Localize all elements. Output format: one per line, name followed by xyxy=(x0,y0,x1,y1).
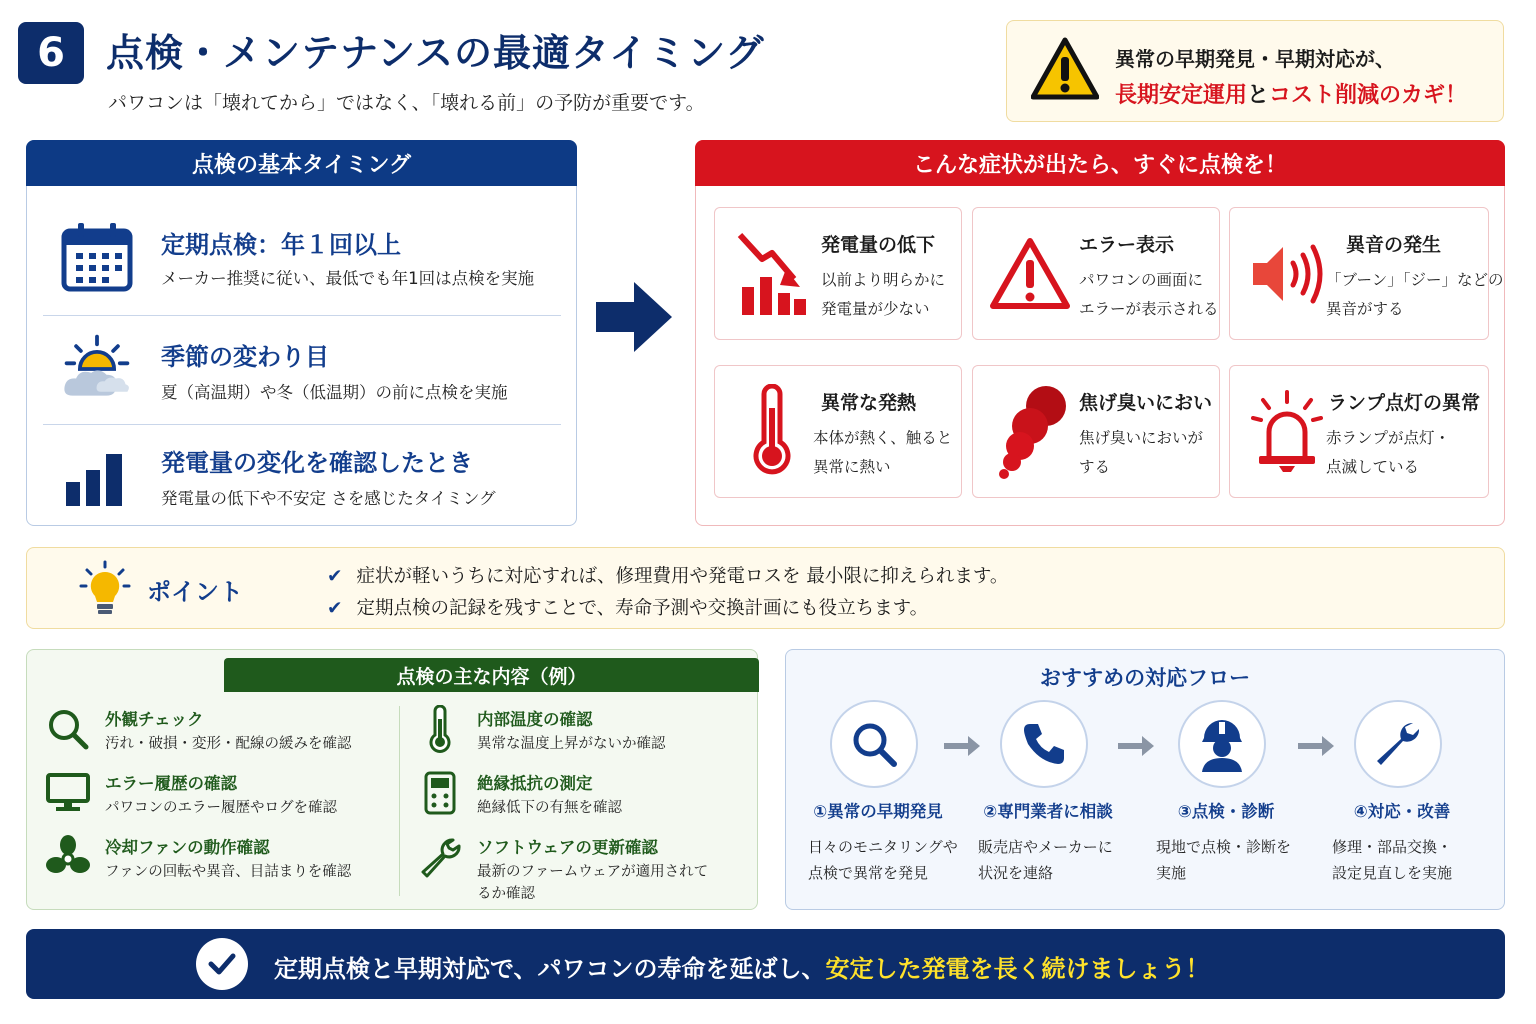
weather-icon xyxy=(59,331,135,407)
symptom-desc-line: 本体が熱く、触ると xyxy=(813,429,953,447)
arrow-right-icon xyxy=(1296,734,1336,758)
alert-highlight-1: 長期安定運用 xyxy=(1115,83,1248,108)
timing-item-desc: メーカー推奨に従い、最低でも年1回は点検を実施 xyxy=(161,269,535,288)
content-item-desc-line: 最新のファームウェアが適用されて xyxy=(477,864,709,880)
flow-heading: おすすめの対応フロー xyxy=(1039,666,1251,690)
flow-panel xyxy=(785,649,1505,910)
speaker-icon xyxy=(1244,226,1330,322)
meter-icon xyxy=(417,770,463,816)
content-item xyxy=(417,834,757,902)
symptom-desc-line: 赤ランプが点灯・ xyxy=(1326,429,1451,447)
content-item-desc xyxy=(477,861,708,905)
declining-chart-icon xyxy=(729,226,815,322)
arrow-right-icon xyxy=(594,280,674,354)
point-item xyxy=(327,594,928,620)
arrow-right-icon xyxy=(1116,734,1156,758)
flow-step-desc xyxy=(808,834,958,886)
symptom-title: 発電量の低下 xyxy=(821,234,936,256)
symptom-desc-line: 点滅している xyxy=(1326,458,1420,476)
warning-icon xyxy=(987,226,1073,322)
symptom-desc-line: パワコンの画面に xyxy=(1079,271,1204,289)
flow-step-desc-line: 状況を連絡 xyxy=(978,864,1054,882)
timing-item-title: 季節の変わり目 xyxy=(161,343,329,371)
magnifier-icon xyxy=(830,700,918,788)
symptom-card xyxy=(972,365,1220,498)
check-icon: ✔ xyxy=(327,566,343,587)
timing-item xyxy=(43,209,561,309)
content-item xyxy=(417,770,757,830)
worker-icon xyxy=(1178,700,1266,788)
timing-panel xyxy=(26,140,577,526)
thermometer-icon xyxy=(729,384,815,480)
thermometer-icon xyxy=(417,706,463,752)
flow-step-label: ②専門業者に相談 xyxy=(983,802,1113,821)
symptom-card xyxy=(972,207,1220,340)
footer-text-main: 定期点検と早期対応で、パワコンの寿命を延ばし、 xyxy=(274,955,826,983)
flow-step-desc xyxy=(1156,834,1291,886)
content-item-title: 絶縁抵抗の測定 xyxy=(477,774,593,793)
content-item-desc: パワコンのエラー履歴やログを確認 xyxy=(105,800,337,816)
flow-step-desc-line: 実施 xyxy=(1156,864,1187,882)
alert-line-1: 異常の早期発見・早期対応が、 xyxy=(1115,47,1395,71)
divider xyxy=(43,315,561,316)
symptom-desc-line: する xyxy=(1079,458,1111,476)
footer-text-highlight: 安定した発電を長く続けましょう！ xyxy=(825,955,1210,983)
wrench-icon xyxy=(417,834,463,880)
page-title: 点検・メンテナンスの最適タイミング xyxy=(106,31,765,75)
content-item-title: 冷却ファンの動作確認 xyxy=(105,838,270,857)
content-item-desc: ファンの回転や異音、目詰まりを確認 xyxy=(105,864,352,880)
timing-item-title: 定期点検：年１回以上 xyxy=(161,231,401,259)
alert-connector: と xyxy=(1247,83,1270,108)
content-item xyxy=(45,706,385,766)
flow-step-label: ①異常の早期発見 xyxy=(813,802,943,821)
flow-step-desc xyxy=(978,834,1113,886)
contents-heading: 点検の主な内容（例） xyxy=(224,658,759,692)
alarm-lamp-icon xyxy=(1244,384,1330,480)
symptom-card xyxy=(714,365,962,498)
content-item-desc: 異常な温度上昇がないか確認 xyxy=(477,736,666,752)
smoke-icon xyxy=(987,384,1073,480)
arrow-right-icon xyxy=(942,734,982,758)
monitor-icon xyxy=(45,770,91,816)
flow-step-desc xyxy=(1332,834,1452,886)
check-icon: ✔ xyxy=(327,598,343,619)
symptom-desc-line: 「ブーン」「ジー」などの xyxy=(1326,271,1504,289)
lightbulb-icon xyxy=(77,560,133,618)
divider xyxy=(43,424,561,425)
flow-step-label: ③点検・診断 xyxy=(1177,802,1275,821)
content-item xyxy=(45,834,385,894)
symptom-title: 焦げ臭いにおい xyxy=(1079,392,1213,414)
footer-banner xyxy=(26,929,1505,999)
point-item-text: 症状が軽いうちに対応すれば、修理費用や発電ロスを 最小限に抑えられます。 xyxy=(356,566,1009,587)
warning-icon xyxy=(1031,37,1099,101)
timing-heading: 点検の基本タイミング xyxy=(26,140,577,186)
content-item-desc: 絶縁低下の有無を確認 xyxy=(477,800,622,816)
calendar-icon xyxy=(59,219,135,295)
point-label: ポイント xyxy=(147,578,243,606)
symptom-desc-line: 異常に熱い xyxy=(813,458,891,476)
content-item-title: 内部温度の確認 xyxy=(477,710,593,729)
symptom-desc xyxy=(1326,424,1450,482)
symptom-title: ランプ点灯の異常 xyxy=(1328,392,1481,414)
symptom-desc xyxy=(813,424,952,482)
alert-line-2 xyxy=(1115,78,1467,109)
magnifier-icon xyxy=(45,706,91,752)
symptom-title: 異音の発生 xyxy=(1346,234,1442,256)
alert-box xyxy=(1006,20,1504,122)
symptom-desc-line: 以前より明らかに xyxy=(821,271,946,289)
content-item-title: 外観チェック xyxy=(105,710,204,729)
section-number-badge: 6 xyxy=(18,22,84,84)
flow-step-desc-line: 日々のモニタリングや xyxy=(808,838,958,856)
symptoms-heading: こんな症状が出たら、すぐに点検を！ xyxy=(695,140,1505,186)
point-item-text: 定期点検の記録を残すことで、寿命予測や交換計画にも役立ちます。 xyxy=(356,598,929,619)
symptom-card xyxy=(1229,207,1504,340)
symptom-desc-line: エラーが表示される xyxy=(1079,300,1219,318)
symptom-desc xyxy=(1079,424,1203,482)
wrench-icon xyxy=(1354,700,1442,788)
flow-step-desc-line: 設定見直しを実施 xyxy=(1332,864,1453,882)
symptom-desc xyxy=(821,266,945,324)
check-icon xyxy=(196,938,248,990)
point-bar xyxy=(26,547,1505,629)
timing-item-desc: 発電量の低下や不安定 さを感じたタイミング xyxy=(161,489,496,508)
contents-panel xyxy=(26,649,758,910)
timing-item-desc: 夏（高温期）や冬（低温期）の前に点検を実施 xyxy=(161,383,508,402)
phone-icon xyxy=(1000,700,1088,788)
flow-step-desc-line: 現地で点検・診断を xyxy=(1156,838,1292,856)
symptom-desc xyxy=(1326,266,1503,324)
content-item-desc-line: るか確認 xyxy=(477,886,535,902)
symptom-desc-line: 焦げ臭いにおいが xyxy=(1079,429,1204,447)
content-item-desc: 汚れ・破損・変形・配線の緩みを確認 xyxy=(105,736,352,752)
content-item-title: ソフトウェアの更新確認 xyxy=(477,838,658,857)
page-subtitle: パワコンは「壊れてから」ではなく、「壊れる前」の予防が重要です。 xyxy=(108,92,705,114)
fan-icon xyxy=(45,834,91,880)
content-item xyxy=(417,706,757,766)
symptom-card xyxy=(714,207,962,340)
flow-step-desc-line: 販売店やメーカーに xyxy=(978,838,1113,856)
symptom-desc-line: 発電量が少ない xyxy=(821,300,930,318)
symptom-title: エラー表示 xyxy=(1079,234,1175,256)
symptom-desc-line: 異音がする xyxy=(1326,300,1404,318)
content-item-title: エラー履歴の確認 xyxy=(105,774,237,793)
divider xyxy=(399,706,400,896)
symptom-title: 異常な発熱 xyxy=(821,392,917,414)
alert-highlight-2: コスト削減のカギ！ xyxy=(1269,83,1468,108)
timing-item xyxy=(43,325,561,425)
timing-item xyxy=(43,433,561,523)
content-item xyxy=(45,770,385,830)
symptom-desc xyxy=(1079,266,1219,324)
footer-text xyxy=(274,949,1210,984)
flow-step-label: ④対応・改善 xyxy=(1353,802,1451,821)
symptom-card xyxy=(1229,365,1489,498)
timing-item-title: 発電量の変化を確認したとき xyxy=(161,449,473,477)
symptoms-panel xyxy=(695,140,1505,526)
flow-step-desc-line: 修理・部品交換・ xyxy=(1332,838,1453,856)
bar-chart-icon xyxy=(59,439,135,515)
point-item xyxy=(327,562,1008,588)
flow-step-desc-line: 点検で異常を発見 xyxy=(808,864,929,882)
